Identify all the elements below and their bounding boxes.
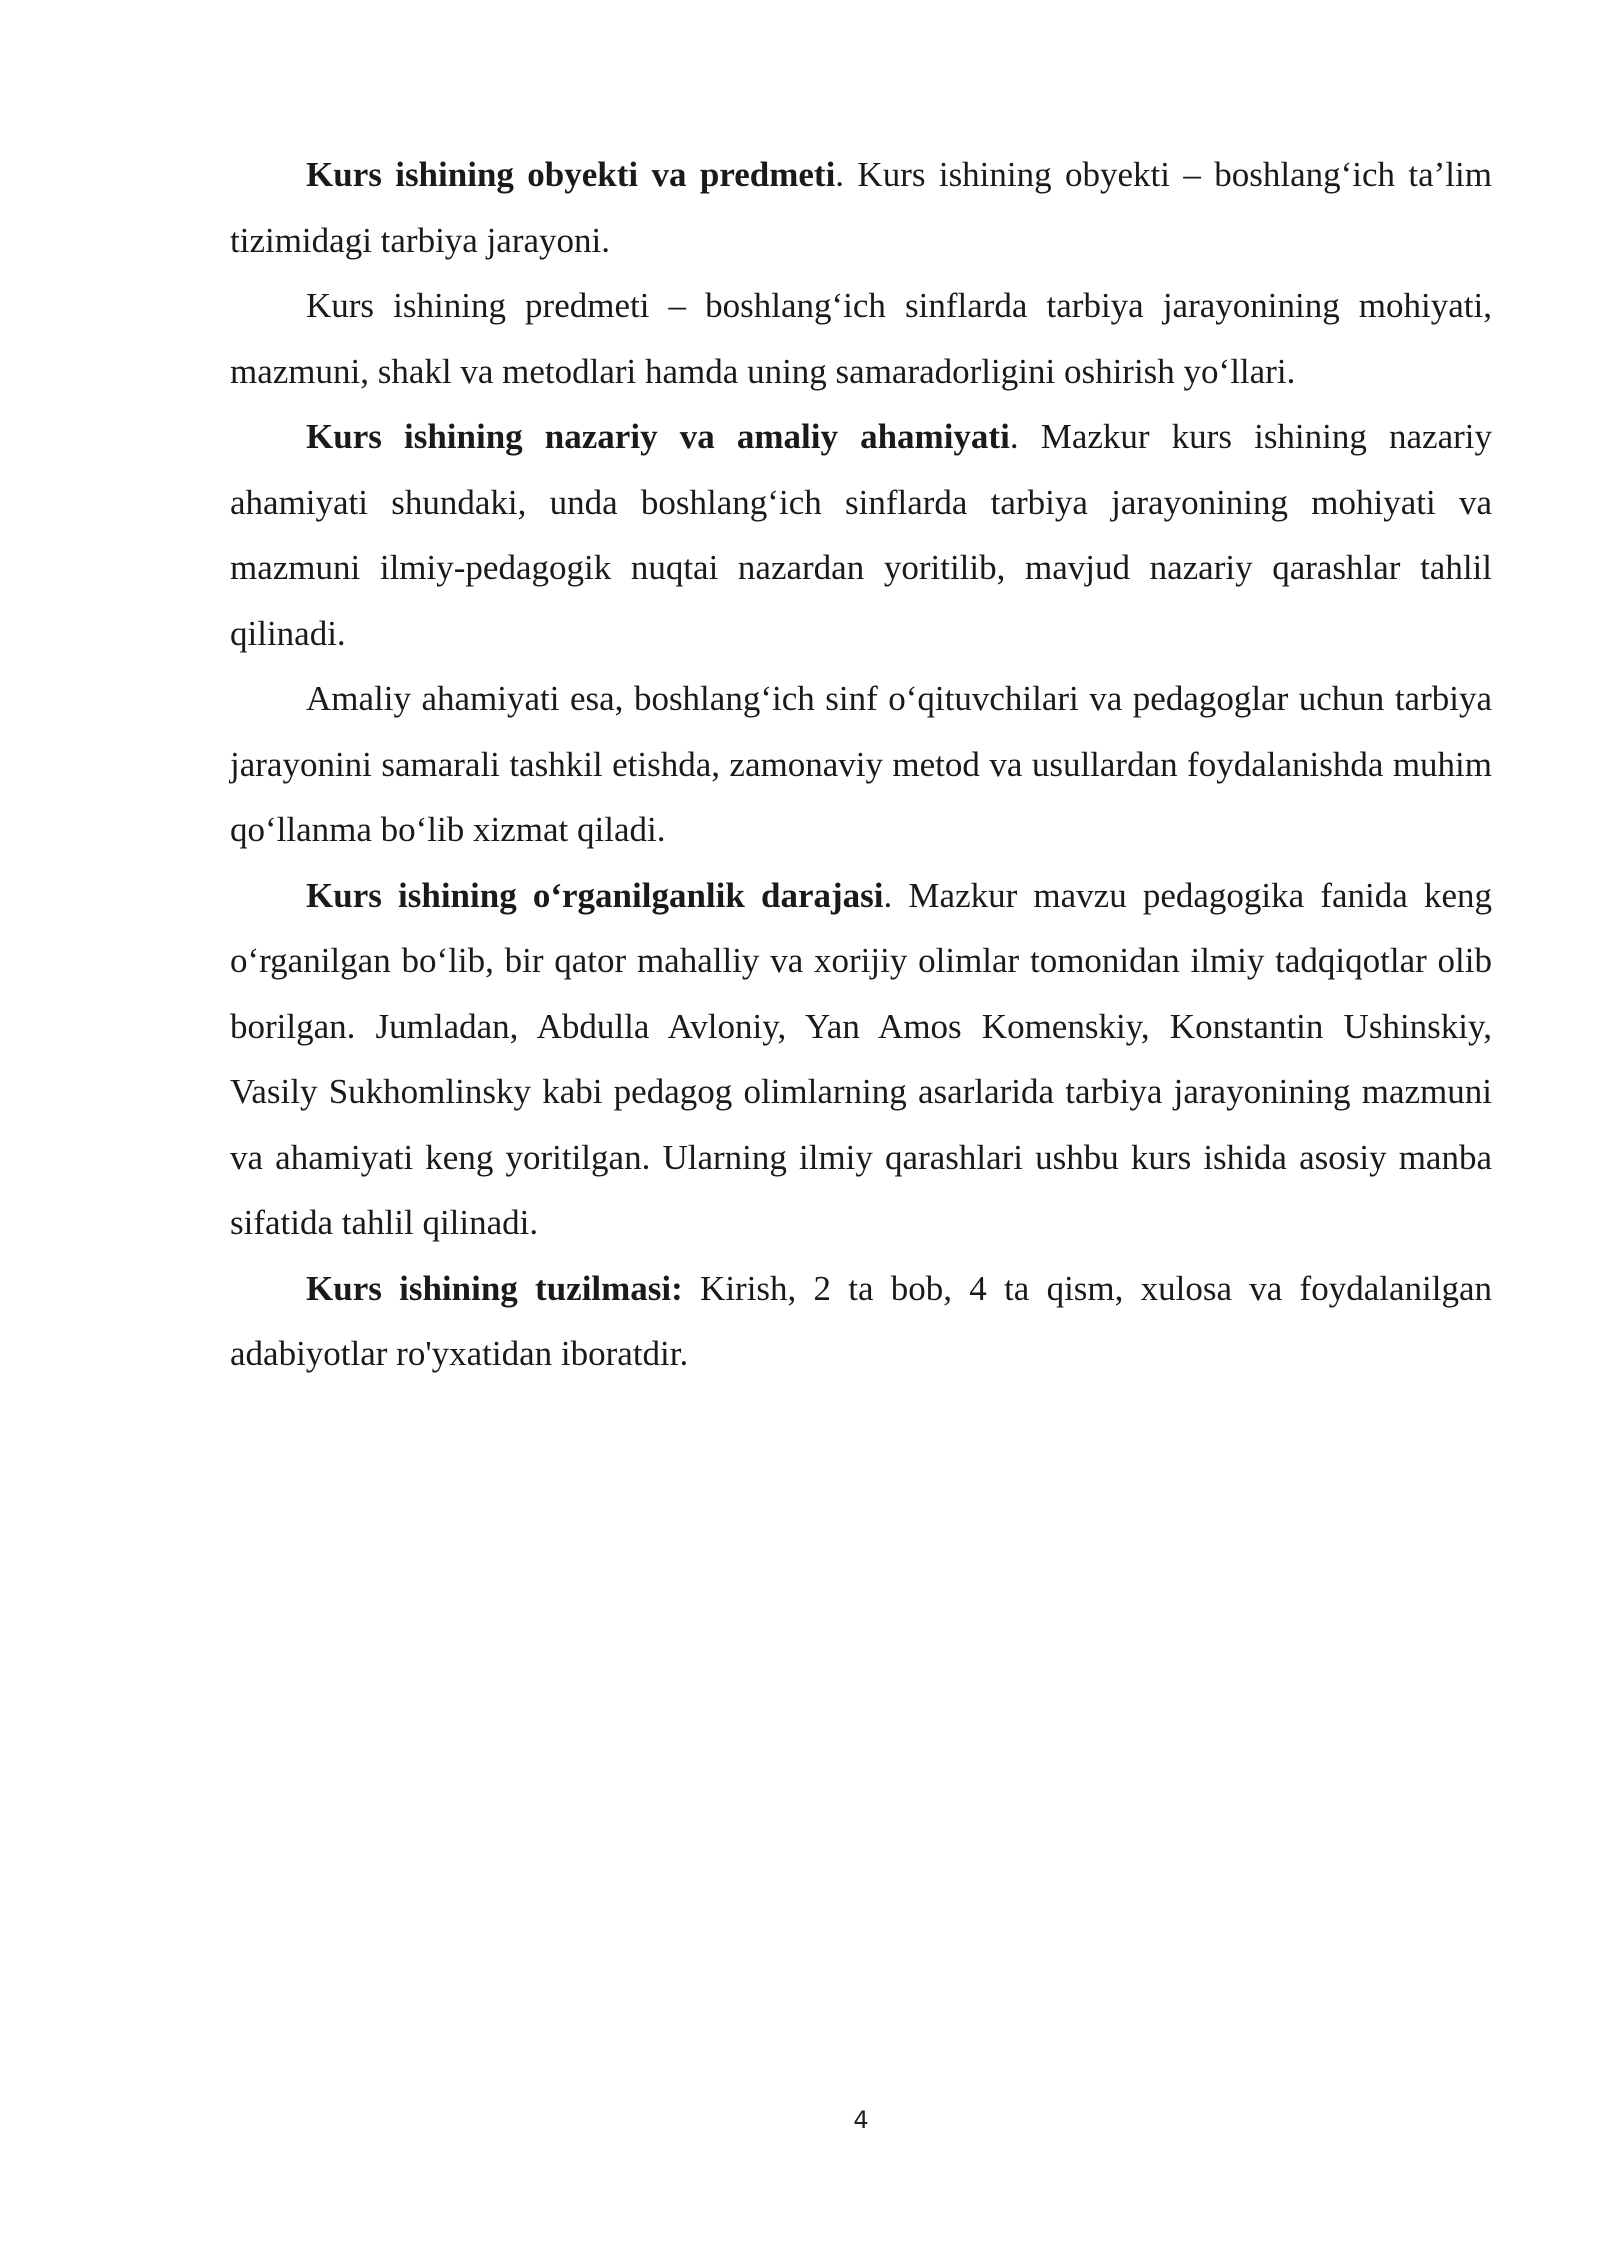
paragraph-object-subject — [230, 142, 1492, 273]
paragraph-heading: Kurs ishining tuzilmasi: — [306, 1268, 683, 1308]
paragraph-heading: Kurs ishining nazariy va amaliy ahamiyati — [306, 417, 1010, 456]
paragraph-text: Kirish, 2 ta bob, 4 ta qism, xulosa va foydalanilgan adabiyotlar ro'yxatidan iboratdir. — [230, 1268, 1492, 1373]
paragraph-structure — [230, 1256, 1492, 1387]
paragraph-text: . Mazkur kurs ishining nazariy ahamiyati shundaki, unda boshlang‘ich sinflarda tarbiya jarayonining mohiyati va mazmuni ilmiy-pedagogik nuqtai nazardan yoritilib, mavjud nazariy qarashlar tahlil qilinadi. — [230, 417, 1493, 653]
body-text — [230, 142, 1492, 1387]
paragraph-text: Amaliy ahamiyati esa, boshlang‘ich sinf o‘qituvchilari va pedagoglar uchun tarbiya jarayonini samarali tashkil etishda, zamonaviy metod va usullardan foydalanishda muhim qo‘llanma bo‘lib xizmat qiladi. — [230, 679, 1492, 849]
page-number: 4 — [853, 2106, 869, 2134]
paragraph-text: . Mazkur mavzu pedagogika fanida keng o‘rganilgan bo‘lib, bir qator mahalliy va xorijiy olimlar tomonidan ilmiy tadqiqotlar olib borilgan. Jumladan, Abdulla Avloniy, Yan Amos Komenskiy, Konstantin Ushinskiy, Vasily Sukhomlinsky kabi pedagog olimlarning asarlarida tarbiya jarayonining mazmuni va ahamiyati keng yoritilgan. Ularning ilmiy qarashlari ushbu kurs ishida asosiy manba sifatida tahlil qilinadi. — [230, 875, 1492, 1242]
paragraph-heading: Kurs ishining o‘rganilganlik darajasi — [306, 875, 884, 915]
paragraph-subject — [230, 273, 1492, 404]
paragraph-practical-significance — [230, 666, 1492, 863]
paragraph-research-level — [230, 863, 1492, 1256]
paragraph-significance — [230, 404, 1492, 666]
paragraph-text: Kurs ishining predmeti – boshlang‘ich sinflarda tarbiya jarayonining mohiyati, mazmuni, shakl va metodlari hamda uning samaradorligini oshirish yo‘llari. — [230, 286, 1492, 391]
paragraph-heading: Kurs ishining obyekti va predmeti — [306, 155, 836, 194]
paragraph-text: . Kurs ishining obyekti – boshlang‘ich ta’lim tizimidagi tarbiya jarayoni. — [230, 155, 1492, 260]
